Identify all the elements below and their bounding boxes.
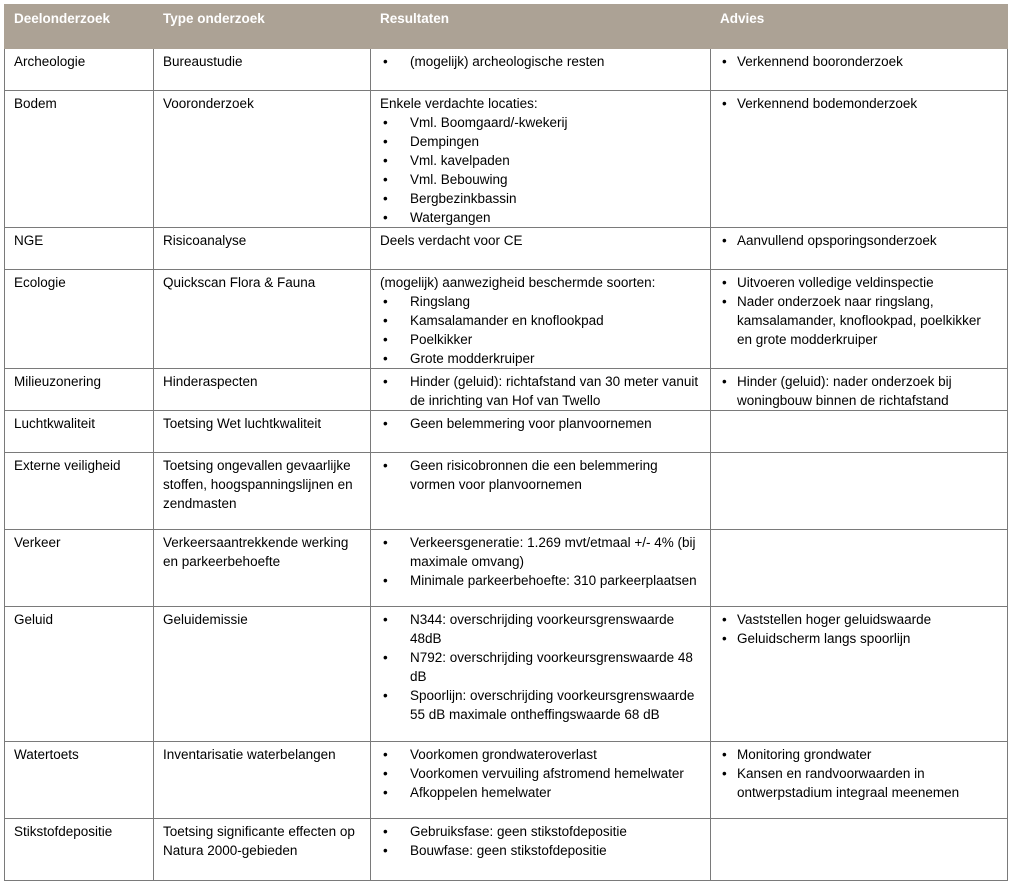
header-row — [5, 5, 1008, 49]
list-item: • Verkeersgeneratie: 1.269 mvt/etmaal +/- 4% (bij maximale omvang) — [380, 533, 702, 571]
cell-advies — [711, 530, 1008, 607]
cell-resultaten — [371, 91, 711, 228]
cell-type-onderzoek: Toetsing ongevallen gevaarlijke stoffen, hoogspanningslijnen en zendmasten — [154, 453, 371, 530]
list-item: • Vml. Boomgaard/-kwekerij — [380, 113, 702, 132]
cell-advies — [711, 411, 1008, 453]
advies-list — [720, 610, 999, 648]
resultaten-list — [380, 533, 702, 590]
table-row — [5, 819, 1008, 881]
list-item: • Dempingen — [380, 132, 702, 151]
advies-list — [720, 372, 999, 410]
list-item: • (mogelijk) archeologische resten — [380, 52, 702, 71]
list-item: • Gebruiksfase: geen stikstofdepositie — [380, 822, 702, 841]
cell-type-onderzoek: Quickscan Flora & Fauna — [154, 270, 371, 369]
cell-type-onderzoek: Hinderaspecten — [154, 369, 371, 411]
list-item: • Uitvoeren volledige veldinspectie — [720, 273, 999, 292]
resultaten-list — [380, 52, 702, 71]
list-item: • Vml. Bebouwing — [380, 170, 702, 189]
cell-advies — [711, 819, 1008, 881]
cell-resultaten — [371, 819, 711, 881]
cell-advies — [711, 742, 1008, 819]
results-table — [4, 4, 1008, 881]
list-item: • Kamsalamander en knoflookpad — [380, 311, 702, 330]
cell-advies — [711, 270, 1008, 369]
resultaten-list — [380, 745, 702, 802]
list-item: • Minimale parkeerbehoefte: 310 parkeerplaatsen — [380, 571, 702, 590]
resultaten-intro: Enkele verdachte locaties: — [380, 96, 538, 111]
cell-resultaten — [371, 228, 711, 270]
table-row — [5, 228, 1008, 270]
resultaten-list — [380, 372, 702, 410]
cell-type-onderzoek: Geluidemissie — [154, 607, 371, 742]
advies-list — [720, 52, 999, 71]
cell-deelonderzoek: Externe veiligheid — [5, 453, 154, 530]
list-item: • Bergbezinkbassin — [380, 189, 702, 208]
list-item: • Poelkikker — [380, 330, 702, 349]
list-item: • Ringslang — [380, 292, 702, 311]
resultaten-list — [380, 610, 702, 724]
table-row — [5, 607, 1008, 742]
cell-deelonderzoek: Ecologie — [5, 270, 154, 369]
cell-type-onderzoek: Toetsing significante effecten op Natura 2000-gebieden — [154, 819, 371, 881]
table-row — [5, 411, 1008, 453]
advies-list — [720, 94, 999, 113]
list-item: • Geen belemmering voor planvoornemen — [380, 414, 702, 433]
cell-type-onderzoek: Verkeersaantrekkende werking en parkeerbehoefte — [154, 530, 371, 607]
list-item: • Kansen en randvoorwaarden in ontwerpstadium integraal meenemen — [720, 764, 999, 802]
cell-type-onderzoek: Vooronderzoek — [154, 91, 371, 228]
list-item: • Voorkomen grondwateroverlast — [380, 745, 702, 764]
cell-deelonderzoek: NGE — [5, 228, 154, 270]
list-item: • Geluidscherm langs spoorlijn — [720, 629, 999, 648]
list-item: • Afkoppelen hemelwater — [380, 783, 702, 802]
table-row — [5, 530, 1008, 607]
resultaten-intro: Deels verdacht voor CE — [380, 233, 523, 248]
list-item: • Verkennend booronderzoek — [720, 52, 999, 71]
resultaten-list — [380, 456, 702, 494]
cell-resultaten — [371, 453, 711, 530]
table-row — [5, 91, 1008, 228]
table-row — [5, 49, 1008, 91]
cell-advies — [711, 453, 1008, 530]
cell-deelonderzoek: Archeologie — [5, 49, 154, 91]
cell-deelonderzoek: Geluid — [5, 607, 154, 742]
resultaten-list — [380, 822, 702, 860]
table-row — [5, 270, 1008, 369]
cell-advies — [711, 49, 1008, 91]
resultaten-list — [380, 292, 702, 368]
table-row — [5, 453, 1008, 530]
cell-deelonderzoek: Watertoets — [5, 742, 154, 819]
cell-resultaten — [371, 369, 711, 411]
list-item: • Vaststellen hoger geluidswaarde — [720, 610, 999, 629]
list-item: • Grote modderkruiper — [380, 349, 702, 368]
list-item: • Nader onderzoek naar ringslang, kamsalamander, knoflookpad, poelkikker en grote modderkruiper — [720, 292, 999, 349]
list-item: • Hinder (geluid): nader onderzoek bij woningbouw binnen de richtafstand — [720, 372, 999, 410]
cell-type-onderzoek: Inventarisatie waterbelangen — [154, 742, 371, 819]
advies-list — [720, 745, 999, 802]
list-item: • Geen risicobronnen die een belemmering vormen voor planvoornemen — [380, 456, 702, 494]
table-body — [5, 49, 1008, 881]
table-row — [5, 742, 1008, 819]
list-item: • Bouwfase: geen stikstofdepositie — [380, 841, 702, 860]
cell-advies — [711, 228, 1008, 270]
cell-deelonderzoek: Verkeer — [5, 530, 154, 607]
list-item: • Spoorlijn: overschrijding voorkeursgrenswaarde 55 dB maximale ontheffingswaarde 68 dB — [380, 686, 702, 724]
cell-advies — [711, 607, 1008, 742]
header-type-onderzoek: Type onderzoek — [154, 5, 371, 49]
list-item: • Monitoring grondwater — [720, 745, 999, 764]
resultaten-list — [380, 113, 702, 227]
cell-resultaten — [371, 49, 711, 91]
cell-resultaten — [371, 607, 711, 742]
list-item: • Vml. kavelpaden — [380, 151, 702, 170]
cell-resultaten — [371, 530, 711, 607]
advies-list — [720, 231, 999, 250]
advies-list — [720, 273, 999, 349]
cell-resultaten — [371, 742, 711, 819]
cell-resultaten — [371, 270, 711, 369]
cell-advies — [711, 369, 1008, 411]
resultaten-list — [380, 414, 702, 433]
cell-advies — [711, 91, 1008, 228]
header-advies: Advies — [711, 5, 1008, 49]
header-deelonderzoek: Deelonderzoek — [5, 5, 154, 49]
cell-type-onderzoek: Risicoanalyse — [154, 228, 371, 270]
cell-type-onderzoek: Toetsing Wet luchtkwaliteit — [154, 411, 371, 453]
cell-deelonderzoek: Bodem — [5, 91, 154, 228]
cell-deelonderzoek: Milieuzonering — [5, 369, 154, 411]
cell-resultaten — [371, 411, 711, 453]
list-item: • N344: overschrijding voorkeursgrenswaarde 48dB — [380, 610, 702, 648]
list-item: • Aanvullend opsporingsonderzoek — [720, 231, 999, 250]
cell-deelonderzoek: Luchtkwaliteit — [5, 411, 154, 453]
list-item: • Hinder (geluid): richtafstand van 30 meter vanuit de inrichting van Hof van Twello — [380, 372, 702, 410]
table-row — [5, 369, 1008, 411]
list-item: • Verkennend bodemonderzoek — [720, 94, 999, 113]
header-resultaten: Resultaten — [371, 5, 711, 49]
list-item: • Watergangen — [380, 208, 702, 227]
resultaten-intro: (mogelijk) aanwezigheid beschermde soorten: — [380, 275, 656, 290]
list-item: • N792: overschrijding voorkeursgrenswaarde 48 dB — [380, 648, 702, 686]
list-item: • Voorkomen vervuiling afstromend hemelwater — [380, 764, 702, 783]
cell-deelonderzoek: Stikstofdepositie — [5, 819, 154, 881]
cell-type-onderzoek: Bureaustudie — [154, 49, 371, 91]
